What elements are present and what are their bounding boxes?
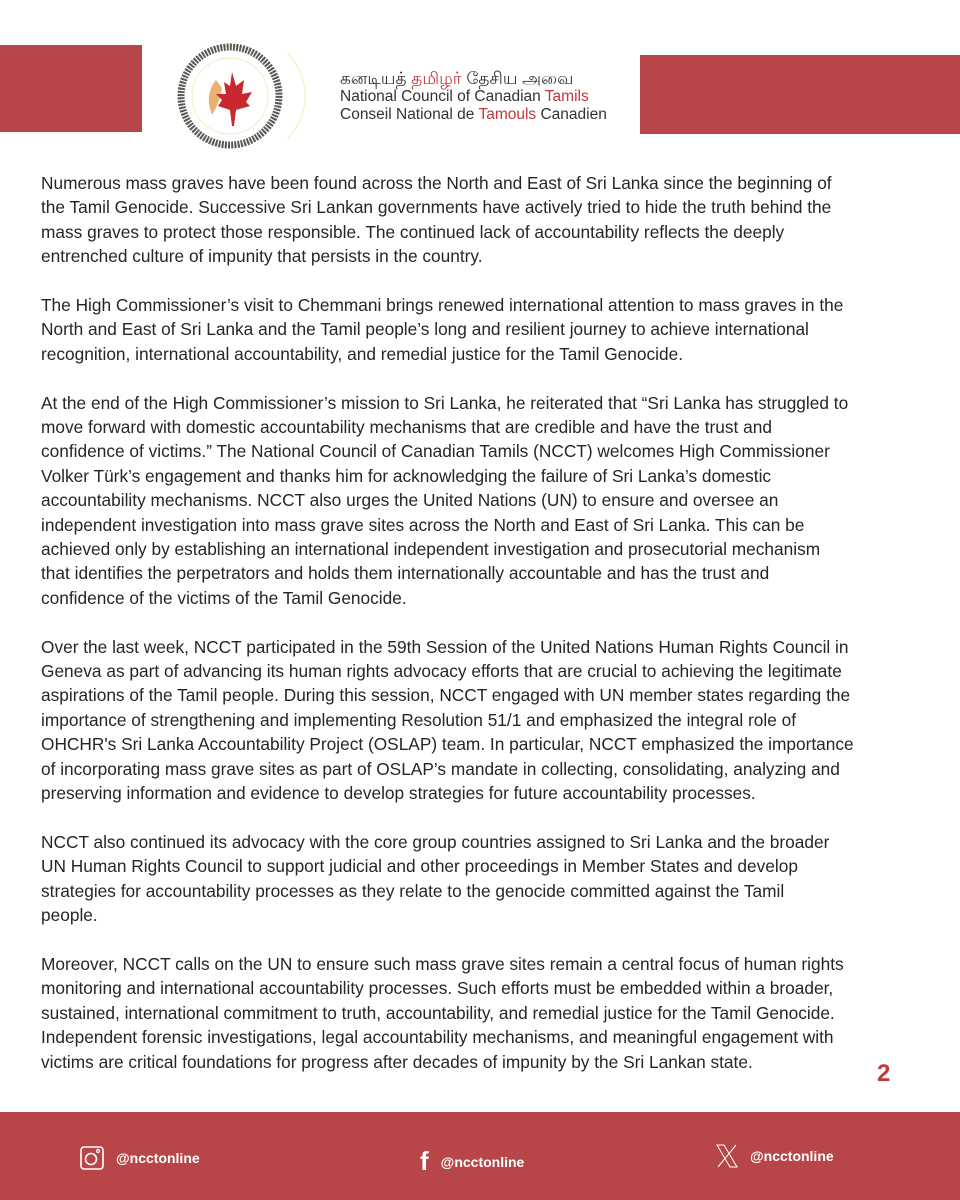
- body-paragraph: [41, 952, 941, 1074]
- body-line: the Tamil Genocide. Successive Sri Lankan governments have actively tried to hide the truth behind the: [41, 197, 832, 218]
- organization-name-block: [340, 70, 607, 124]
- body-line: accountability mechanisms. NCCT also urges the United Nations (UN) to ensure and oversee an: [41, 490, 779, 511]
- body-line: achieved only by establishing an international independent investigation and prosecutorial mechanism: [41, 539, 821, 560]
- body-line: OHCHR's Sri Lanka Accountability Project (OSLAP) team. In particular, NCCT emphasized the importance: [41, 734, 854, 755]
- body-line: sustained, international commitment to truth, accountability, and remedial justice for the Tamil Genocide.: [41, 1002, 835, 1023]
- body-line: Independent forensic investigations, legal accountability mechanisms, and meaningful engagement with: [41, 1027, 834, 1048]
- facebook-link[interactable]: f @ncctonline: [420, 1146, 525, 1176]
- instagram-link[interactable]: @ncctonline: [80, 1146, 200, 1170]
- header-band-left: [0, 45, 142, 132]
- body-line: The High Commissioner’s visit to Chemmani brings renewed international attention to mass graves in the: [41, 295, 844, 316]
- body-line: entrenched culture of impunity that persists in the country.: [41, 246, 483, 267]
- body-line: monitoring and international accountability processes. Such efforts must be embedded within a broader,: [41, 978, 834, 999]
- ncct-logo: [160, 40, 310, 152]
- x-link[interactable]: @ncctonline: [716, 1144, 834, 1168]
- body-line: North and East of Sri Lanka and the Tamil people’s long and resilient journey to achieve international: [41, 319, 809, 340]
- body-line: importance of strengthening and implementing Resolution 51/1 and emphasized the integral role of: [41, 709, 797, 730]
- body-line: victims are critical foundations for progress after decades of impunity by the Sri Lankan state.: [41, 1051, 753, 1072]
- body-line: Geneva as part of advancing its human rights advocacy efforts that are crucial to achieving the legitimate: [41, 661, 842, 682]
- body-line: people.: [41, 905, 98, 926]
- english-name: National Council of Canadian Tamils: [340, 88, 589, 105]
- body-line: confidence of the victims of the Tamil Genocide.: [41, 587, 407, 608]
- instagram-icon: [80, 1146, 104, 1170]
- body-line: Moreover, NCCT calls on the UN to ensure such mass grave sites remain a central focus of human rights: [41, 953, 844, 974]
- header-band-right: [640, 55, 960, 134]
- body-paragraph: [41, 171, 941, 269]
- body-line: Numerous mass graves have been found across the North and East of Sri Lanka since the beginning of: [41, 173, 832, 193]
- body-line: UN Human Rights Council to support judicial and other proceedings in Member States and develop: [41, 856, 798, 877]
- body-line: NCCT also continued its advocacy with the core group countries assigned to Sri Lanka and the broader: [41, 831, 830, 852]
- body-line: Over the last week, NCCT participated in the 59th Session of the United Nations Human Rights Council in: [41, 636, 849, 657]
- body-line: strategies for accountability processes as they relate to the genocide committed against the Tamil: [41, 880, 785, 901]
- french-name: Conseil National de Tamouls Canadien: [340, 106, 607, 123]
- body-line: that identifies the perpetrators and holds them internationally accountable and has the trust and: [41, 563, 770, 584]
- body-line: confidence of victims.” The National Council of Canadian Tamils (NCCT) welcomes High Commissioner: [41, 441, 830, 462]
- facebook-icon: f: [420, 1146, 429, 1176]
- body-line: preserving information and evidence to develop strategies for future accountability processes.: [41, 783, 756, 804]
- body-line: aspirations of the Tamil people. During this session, NCCT engaged with UN member states regarding the: [41, 685, 851, 706]
- body-paragraph: [41, 635, 941, 806]
- body-line: recognition, international accountability, and remedial justice for the Tamil Genocide.: [41, 343, 684, 364]
- body-line: At the end of the High Commissioner’s mission to Sri Lanka, he reiterated that “Sri Lanka has struggled to: [41, 392, 849, 413]
- footer-social-bar: [0, 1112, 960, 1200]
- tamil-name: கனடியத் தமிழர் தேசிய அவை: [340, 69, 574, 88]
- statement-body: [41, 171, 941, 1098]
- body-paragraph: [41, 830, 941, 928]
- body-line: independent investigation into mass grave sites across the North and East of Sri Lanka. This can be: [41, 514, 805, 535]
- body-line: Volker Türk’s engagement and thanks him for acknowledging the failure of Sri Lanka’s domestic: [41, 465, 772, 486]
- body-line: move forward with domestic accountability mechanisms that are credible and have the trust and: [41, 417, 772, 438]
- body-paragraph: [41, 391, 941, 611]
- x-icon: [716, 1144, 738, 1168]
- body-paragraph: [41, 293, 941, 366]
- page-number: 2: [877, 1060, 891, 1087]
- body-line: mass graves to protect those responsible. The continued lack of accountability reflects the deeply: [41, 221, 785, 242]
- body-line: of incorporating mass grave sites as part of OSLAP’s mandate in collecting, consolidating, analyzing and: [41, 758, 840, 779]
